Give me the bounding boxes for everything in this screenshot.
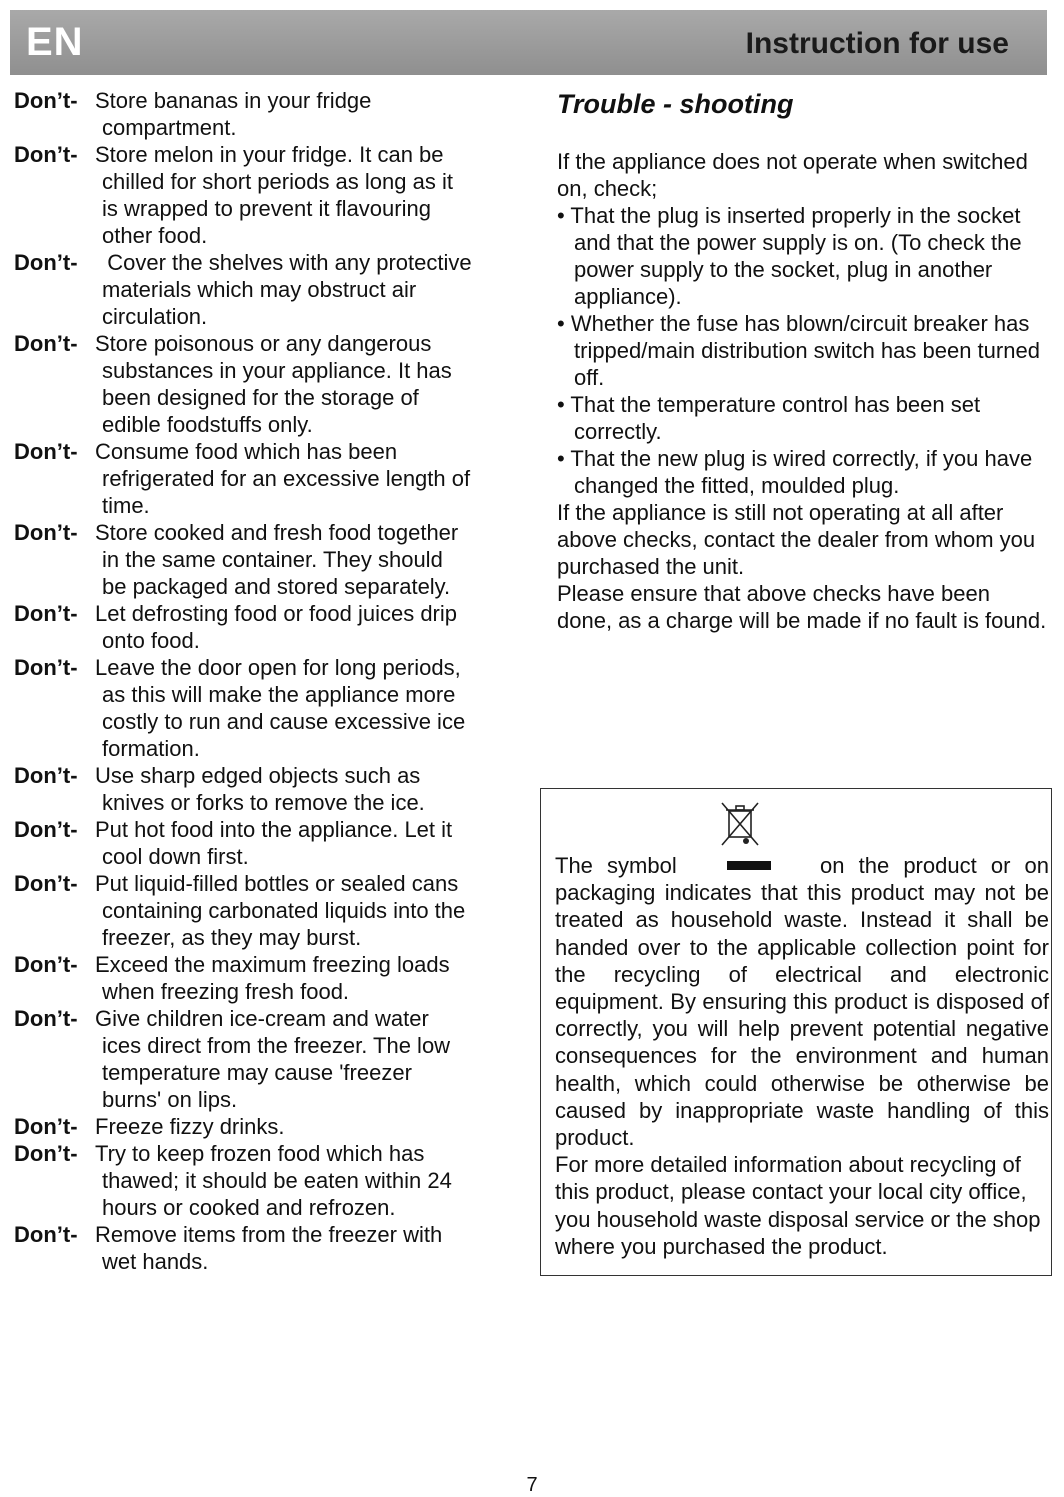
dont-first-line bbox=[14, 87, 514, 114]
weee-text bbox=[555, 852, 1049, 1260]
dont-first-line bbox=[14, 330, 514, 357]
dont-first-line bbox=[14, 141, 514, 168]
dont-item bbox=[14, 654, 514, 762]
dont-text: Store melon in your fridge. It can be bbox=[95, 142, 444, 167]
dont-item bbox=[14, 1113, 514, 1140]
dont-prefix: Don’t- bbox=[14, 331, 78, 356]
dont-prefix: Don’t- bbox=[14, 952, 78, 977]
dont-text: Put hot food into the appliance. Let it bbox=[95, 817, 453, 842]
dont-continuation: substances in your appliance. It has bbox=[102, 358, 452, 383]
dont-item bbox=[14, 600, 514, 654]
dont-continuation: is wrapped to prevent it flavouring bbox=[102, 196, 431, 221]
dont-prefix: Don’t- bbox=[14, 871, 78, 896]
weee-notice-box bbox=[540, 788, 1052, 1276]
dont-item bbox=[14, 330, 514, 438]
dont-first-line bbox=[14, 1221, 514, 1248]
dont-continuation: freezer, as they may burst. bbox=[102, 925, 362, 950]
dont-prefix: Don’t- bbox=[14, 1222, 78, 1247]
troubleshooting-intro: If the appliance does not operate when switched on, check; bbox=[557, 149, 1028, 201]
dont-continuation: edible foodstuffs only. bbox=[102, 412, 313, 437]
dont-first-line bbox=[14, 600, 514, 627]
dont-item bbox=[14, 438, 514, 519]
dont-prefix: Don’t- bbox=[14, 142, 78, 167]
troubleshooting-title: Trouble - shooting bbox=[557, 89, 794, 119]
dont-text: Remove items from the freezer with bbox=[95, 1222, 443, 1247]
troubleshooting-section bbox=[557, 86, 1047, 634]
symbol-bar-gap bbox=[691, 852, 806, 879]
dont-continuation: containing carbonated liquids into the bbox=[102, 898, 466, 923]
dont-text: Give children ice-cream and water bbox=[95, 1006, 429, 1031]
dont-continuation: burns' on lips. bbox=[102, 1087, 238, 1112]
dont-continuation: be packaged and stored separately. bbox=[102, 574, 451, 599]
dont-text: Freeze fizzy drinks. bbox=[95, 1114, 285, 1139]
dont-prefix: Don’t- bbox=[14, 601, 78, 626]
dont-text: Store poisonous or any dangerous bbox=[95, 331, 432, 356]
crossed-out-wheelie-bin-icon bbox=[716, 801, 764, 851]
dont-first-line bbox=[14, 1140, 514, 1167]
dont-item bbox=[14, 1005, 514, 1113]
dont-item bbox=[14, 141, 514, 249]
dont-continuation: as this will make the appliance more bbox=[102, 682, 456, 707]
dont-continuation: knives or forks to remove the ice. bbox=[102, 790, 425, 815]
dont-text: Consume food which has been bbox=[95, 439, 398, 464]
troubleshooting-bullet: • Whether the fuse has blown/circuit breaker has tripped/main distribution switch has been turned off. bbox=[557, 311, 1040, 390]
donts-list bbox=[14, 87, 514, 1275]
dont-first-line bbox=[14, 519, 514, 546]
dont-continuation: when freezing fresh food. bbox=[102, 979, 350, 1004]
dont-first-line bbox=[14, 1005, 514, 1032]
dont-text: Store bananas in your fridge bbox=[95, 88, 372, 113]
dont-continuation: other food. bbox=[102, 223, 208, 248]
weee-more-info: For more detailed information about recycling of this product, please contact your local city office, you household waste disposal service or the shop where you purchased the product. bbox=[555, 1152, 1041, 1259]
dont-continuation: temperature may cause 'freezer bbox=[102, 1060, 412, 1085]
dont-continuation: wet hands. bbox=[102, 1249, 209, 1274]
dont-prefix: Don’t- bbox=[14, 1006, 78, 1031]
header-title: Instruction for use bbox=[745, 27, 1009, 60]
dont-first-line bbox=[14, 438, 514, 465]
weee-text-after: on the product or on packaging indicates that this product may not be treated as household waste. Instead it shall be handed over to the applicable collection point for the recycling of electrical and electronic equipment. By ensuring this product is disposed of correctly, you will help prevent potential negative consequences for the environment and human health, which could otherwise be otherwise be caused by inappropriate waste handling of this product. bbox=[555, 853, 1049, 1151]
dont-first-line bbox=[14, 654, 514, 681]
language-code: EN bbox=[26, 20, 84, 64]
dont-continuation: been designed for the storage of bbox=[102, 385, 419, 410]
dont-prefix: Don’t- bbox=[14, 655, 78, 680]
dont-text: Exceed the maximum freezing loads bbox=[95, 952, 450, 977]
dont-item bbox=[14, 87, 514, 141]
dont-item bbox=[14, 249, 514, 330]
dont-prefix: Don’t- bbox=[14, 817, 78, 842]
dont-continuation: hours or cooked and refrozen. bbox=[102, 1195, 396, 1220]
dont-prefix: Don’t- bbox=[14, 439, 78, 464]
dont-text: Cover the shelves with any protective bbox=[95, 250, 472, 275]
troubleshooting-bullet: • That the plug is inserted properly in the socket and that the power supply is on. (To check the power supply to the socket, plug in another appliance). bbox=[557, 203, 1022, 309]
dont-prefix: Don’t- bbox=[14, 88, 78, 113]
dont-first-line bbox=[14, 870, 514, 897]
dont-continuation: refrigerated for an excessive length of bbox=[102, 466, 471, 491]
dont-text: Put liquid-filled bottles or sealed cans bbox=[95, 871, 459, 896]
dont-item bbox=[14, 951, 514, 1005]
page-header bbox=[10, 10, 1047, 75]
dont-text: Use sharp edged objects such as bbox=[95, 763, 421, 788]
dont-continuation: compartment. bbox=[102, 115, 237, 140]
dont-continuation: thawed; it should be eaten within 24 bbox=[102, 1168, 452, 1193]
dont-continuation: onto food. bbox=[102, 628, 200, 653]
troubleshooting-note: Please ensure that above checks have been done, as a charge will be made if no fault is found. bbox=[557, 581, 1047, 633]
dont-first-line bbox=[14, 951, 514, 978]
dont-continuation: in the same container. They should bbox=[102, 547, 443, 572]
dont-first-line bbox=[14, 1113, 514, 1140]
dont-continuation: chilled for short periods as long as it bbox=[102, 169, 453, 194]
dont-continuation: costly to run and cause excessive ice bbox=[102, 709, 466, 734]
dont-continuation: materials which may obstruct air bbox=[102, 277, 417, 302]
dont-continuation: cool down first. bbox=[102, 844, 249, 869]
troubleshooting-after: If the appliance is still not operating at all after above checks, contact the dealer from whom you purchased the unit. bbox=[557, 500, 1036, 579]
dont-continuation: ices direct from the freezer. The low bbox=[102, 1033, 451, 1058]
dont-prefix: Don’t- bbox=[14, 1114, 78, 1139]
dont-first-line bbox=[14, 762, 514, 789]
dont-prefix: Don’t- bbox=[14, 1141, 78, 1166]
dont-text: Leave the door open for long periods, bbox=[95, 655, 461, 680]
dont-item bbox=[14, 870, 514, 951]
dont-continuation: time. bbox=[102, 493, 150, 518]
troubleshooting-bullet: • That the new plug is wired correctly, if you have changed the fitted, moulded plug. bbox=[557, 446, 1033, 498]
dont-first-line bbox=[14, 816, 514, 843]
page-number: 7 bbox=[526, 1474, 538, 1496]
dont-prefix: Don’t- bbox=[14, 520, 78, 545]
dont-item bbox=[14, 519, 514, 600]
dont-first-line bbox=[14, 249, 514, 276]
dont-text: Let defrosting food or food juices drip bbox=[95, 601, 458, 626]
troubleshooting-bullet: • That the temperature control has been set correctly. bbox=[557, 392, 981, 444]
dont-continuation: circulation. bbox=[102, 304, 208, 329]
dont-item bbox=[14, 1140, 514, 1221]
black-bar-icon bbox=[691, 859, 806, 873]
dont-item bbox=[14, 1221, 514, 1275]
dont-prefix: Don’t- bbox=[14, 763, 78, 788]
dont-item bbox=[14, 816, 514, 870]
dont-text: Store cooked and fresh food together bbox=[95, 520, 459, 545]
weee-text-before: The symbol bbox=[555, 853, 677, 878]
dont-item bbox=[14, 762, 514, 816]
dont-text: Try to keep frozen food which has bbox=[95, 1141, 425, 1166]
dont-prefix: Don’t- bbox=[14, 250, 78, 275]
dont-continuation: formation. bbox=[102, 736, 200, 761]
